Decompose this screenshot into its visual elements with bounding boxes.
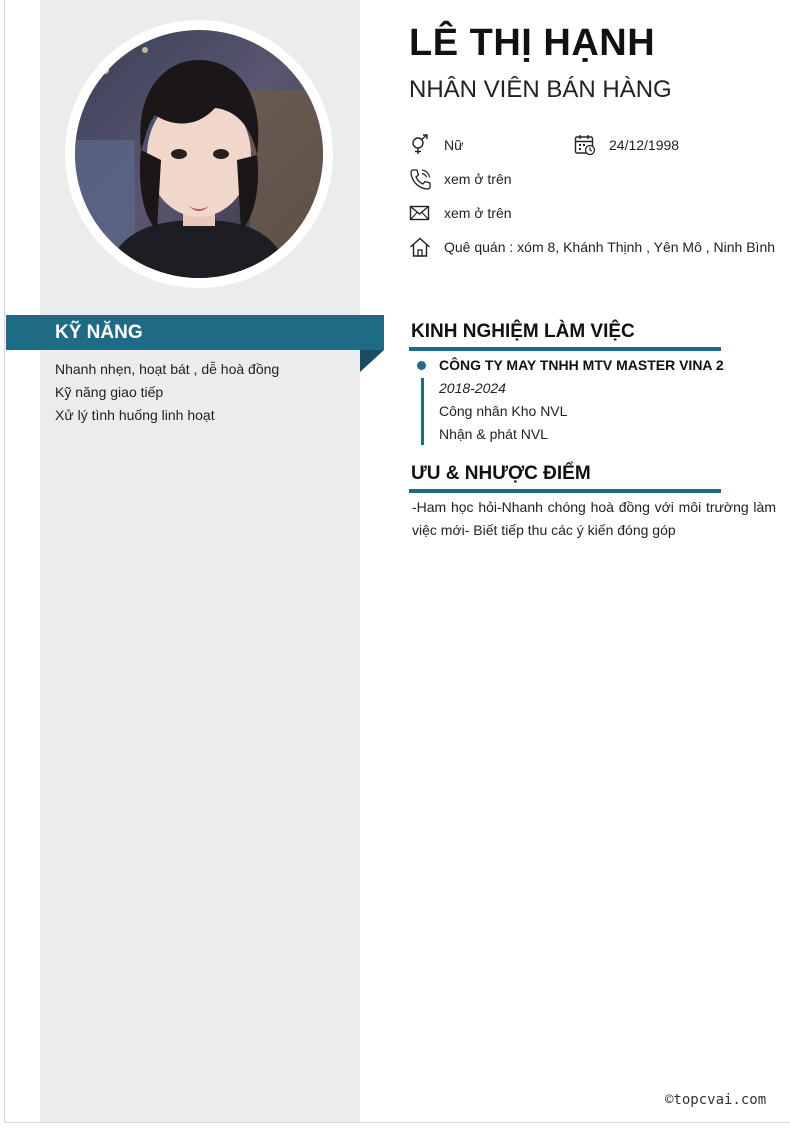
experience-title: KINH NGHIỆM LÀM VIỆC [411,321,635,342]
birthday-value: 24/12/1998 [609,137,680,153]
experience-duty: Nhận & phát NVL [439,426,548,442]
avatar [75,30,323,278]
skill-item: Kỹ năng giao tiếp [55,384,164,400]
skill-item: Xử lý tình huống linh hoạt [55,407,215,423]
candidate-position: NHÂN VIÊN BÁN HÀNG [409,76,672,103]
calendar-icon [574,134,596,156]
address-value: Quê quán : xóm 8, Khánh Thịnh , Yên Mô , Ninh Bình [444,239,776,255]
avatar-photo [75,30,323,278]
phone-icon [409,168,431,190]
strengths-text: -Ham học hỏi-Nhanh chóng hoà đồng với môi trường làm việc mới- Biết tiếp thu các ý kiến đóng góp [412,499,776,538]
candidate-name: LÊ THỊ HẠNH [409,22,656,64]
experience-bullet [417,361,426,370]
skills-header-fold [360,350,384,372]
email-value: xem ở trên [444,205,512,221]
home-icon [409,236,431,258]
mail-icon [409,202,431,224]
experience-company: CÔNG TY MAY TNHH MTV MASTER VINA 2 [439,357,724,373]
experience-period: 2018-2024 [439,380,506,396]
strengths-underline [409,489,721,493]
cv-page [4,0,790,1123]
experience-underline [409,347,721,351]
experience-duty: Công nhân Kho NVL [439,403,568,419]
watermark: ©topcvai.com [665,1092,767,1108]
skill-item: Nhanh nhẹn, hoạt bát , dễ hoà đồng [55,361,280,377]
experience-timeline [421,378,424,445]
gender-value: Nữ [444,137,464,153]
strengths-title: ƯU & NHƯỢC ĐIỂM [411,463,591,484]
phone-value: xem ở trên [444,171,512,187]
skills-list [55,358,279,427]
skills-title: KỸ NĂNG [55,322,143,343]
gender-icon [409,134,431,156]
